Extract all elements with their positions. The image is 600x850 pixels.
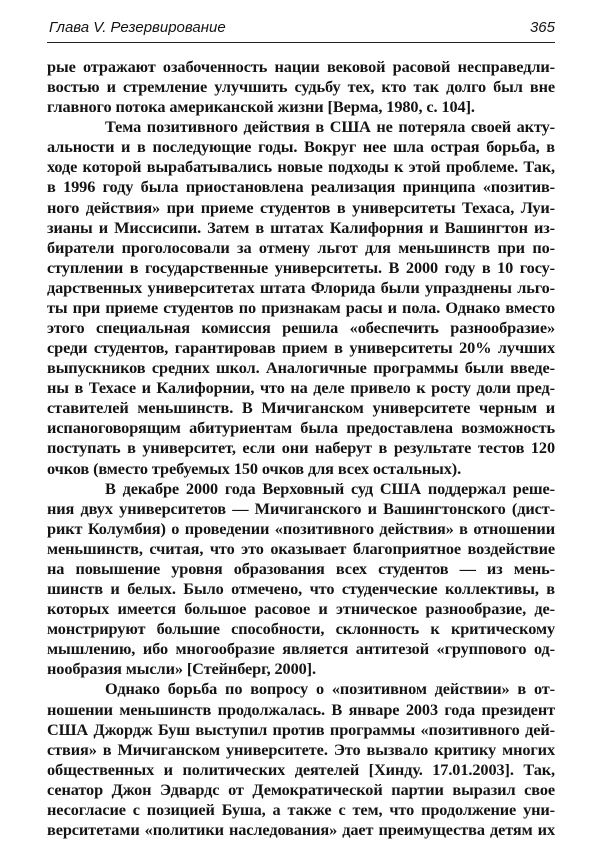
text-line: сенатор Джон Эдвардс от Демократической партии выразил свое	[47, 779, 555, 799]
text-line: очков (вместо требуемых 150 очков для всех остальных).	[47, 458, 462, 478]
text-line: ствия» в Мичиганском университете. Это вызвало критику многих	[47, 739, 555, 759]
paragraph	[47, 57, 555, 117]
text-line: верситетами «политики наследования» дает преимущества детям их	[47, 819, 555, 839]
text-line: востью и стремление улучшить судьбу тех, кто так долго был вне	[47, 77, 555, 97]
chapter-title: Глава V. Резервирование	[49, 19, 226, 36]
text-line: шинств и белых. Было отмечено, что студенческие коллективы, в	[47, 579, 555, 599]
paragraph	[47, 479, 555, 680]
text-line: ставителей меньшинств. В Мичиганском университете черным и	[47, 398, 555, 418]
text-line: В декабре 2000 года Верховный суд США поддержал реше-	[105, 478, 555, 498]
text-line: в 1996 году была приостановлена реализация принципа «позитив-	[47, 177, 555, 197]
text-line: США Джордж Буш выступил против программы «позитивного дей-	[47, 719, 555, 739]
text-line: мышлению, ибо многообразие является антитезой «группового од-	[47, 639, 555, 659]
text-line: Тема позитивного действия в США не потеряла своей акту-	[105, 117, 555, 137]
text-line: дарственных университетах штата Флорида были упразднены льго-	[47, 277, 555, 297]
paragraph	[47, 679, 555, 840]
text-line: которых имеется большое расовое и этническое разнообразие, де-	[47, 599, 555, 619]
text-line: поступать в университет, если они наберут в результате тестов 120	[47, 438, 555, 458]
text-line: биратели проголосовали за отмену льгот для меньшинств при по-	[47, 237, 555, 257]
text-line: ступлении в государственные университеты. В 2000 году в 10 госу-	[47, 257, 555, 277]
text-line: меньшинств, считая, что это оказывает благоприятное воздействие	[47, 538, 555, 558]
text-line: среди студентов, гарантировав прием в университеты 20% лучших	[47, 338, 555, 358]
text-line: рые отражают озабоченность нации вековой расовой несправедли-	[47, 57, 555, 76]
text-line: этого специальная комиссия решила «обеспечить разнообразие»	[47, 318, 555, 338]
text-line: на повышение уровня образования всех студентов — из мень-	[47, 558, 555, 578]
text-line: ния двух университетов — Мичиганского и Вашингтонского (дист-	[47, 498, 555, 518]
text-line: рикт Колумбия) о проведении «позитивного действия» в отношении	[47, 518, 555, 538]
text-line: несогласие с позицией Буша, а также с тем, что продолжение уни-	[47, 799, 555, 819]
text-line: ношении меньшинств продолжалась. В январе 2003 года президент	[47, 699, 555, 719]
text-line: ного действия» при приеме студентов в университеты Техаса, Луи-	[47, 197, 555, 217]
text-line: общественных и политических деятелей [Хинду. 17.01.2003]. Так,	[47, 759, 555, 779]
page-number: 365	[529, 19, 555, 36]
text-line: главного потока американской жизни [Верма, 1980, с. 104].	[47, 97, 475, 117]
text-line: ны в Техасе и Калифорнии, что на деле привело к росту доли пред-	[47, 378, 555, 398]
text-line: альности и в последующие годы. Вокруг нее шла острая борьба, в	[47, 137, 555, 157]
text-line: зианы и Миссисипи. Затем в штатах Калифорния и Вашингтон из-	[47, 217, 555, 237]
text-line: монстрируют большие способности, склонность к критическому	[47, 619, 555, 639]
text-line: ходе которой вырабатывались новые подходы к этой проблеме. Так,	[47, 157, 555, 177]
running-header	[47, 18, 555, 43]
text-line: выпускников средних школ. Аналогичные программы были введе-	[47, 358, 555, 378]
text-line: ты при приеме студентов по признакам расы и пола. Однако вместо	[47, 297, 555, 317]
text-line: испаноговорящим абитуриентам была предоставлена возможность	[47, 418, 555, 438]
text-line: нообразия мысли» [Стейнберг, 2000].	[47, 659, 316, 679]
page-body	[47, 57, 555, 840]
text-line: Однако борьба по вопросу о «позитивном действии» в от-	[105, 679, 555, 699]
paragraph	[47, 117, 555, 478]
